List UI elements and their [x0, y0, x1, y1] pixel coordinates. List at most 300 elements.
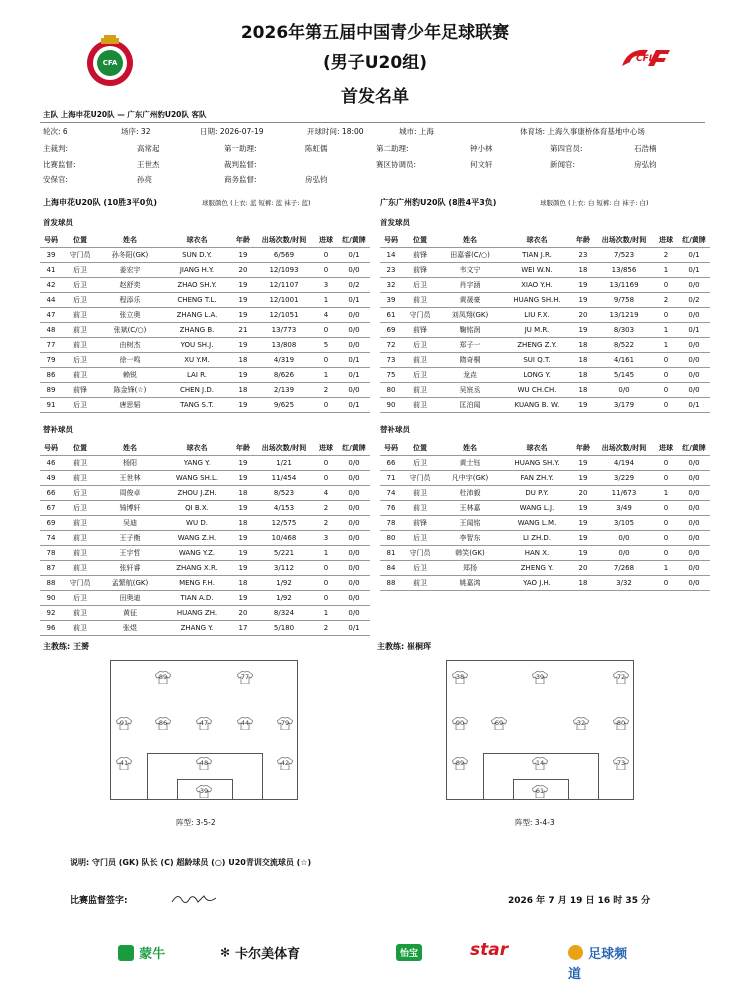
col-name: 郑子一: [438, 338, 502, 353]
supervisor-value: 王世杰: [137, 160, 160, 169]
col-position: 前卫: [62, 308, 98, 323]
col-cards: 0/0: [338, 471, 370, 486]
col-position: 后卫: [402, 278, 438, 293]
match-line: 主队 上海申花U20队 — 广东广州豹U20队 客队: [43, 110, 207, 119]
col-cards: 0/1: [678, 248, 710, 263]
col-number: 44: [40, 293, 62, 308]
col-position: 前卫: [402, 383, 438, 398]
col-position: 前卫: [62, 471, 98, 486]
col-number: 47: [40, 308, 62, 323]
col-name: 唐思韬: [98, 398, 162, 413]
jersey-number: 79: [280, 719, 290, 727]
kickoff-label: 开球时间:: [307, 127, 340, 136]
home-player-row: [40, 456, 370, 471]
col-cards: 0/1: [338, 368, 370, 383]
col-number: 75: [380, 368, 402, 383]
col-age: 19: [232, 308, 254, 323]
document-title: 首发名单: [341, 87, 409, 107]
col-age: 18: [232, 516, 254, 531]
col-goals: 0: [314, 353, 338, 368]
col-name: 杨阳: [98, 456, 162, 471]
header-col-name: 姓名: [98, 441, 162, 456]
col-position: 守门员: [62, 248, 98, 263]
col-goals: 1: [654, 486, 678, 501]
away-subs-table: [380, 441, 710, 591]
jersey-number: 90: [455, 719, 465, 727]
col-age: 20: [572, 486, 594, 501]
col-position: 前卫: [62, 531, 98, 546]
col-goals: 2: [314, 383, 338, 398]
col-goals: 1: [654, 263, 678, 278]
col-shirt-name: XIAO Y.H.: [502, 278, 572, 293]
home-player-row: [40, 293, 370, 308]
jersey-number: 32: [576, 719, 586, 727]
home-coach: 王赟: [73, 642, 89, 651]
col-apps: 3/105: [594, 516, 654, 531]
header-col-position: 位置: [402, 441, 438, 456]
col-goals: 2: [654, 293, 678, 308]
jersey-number: 77: [240, 673, 250, 681]
commercial-value: 房弘钧: [305, 175, 328, 184]
col-name: 吴迪: [98, 516, 162, 531]
jersey-icon: [491, 717, 507, 730]
col-shirt-name: JU M.R.: [502, 323, 572, 338]
col-shirt-name: WANG SH.L.: [162, 471, 232, 486]
header-col-position: 位置: [62, 441, 98, 456]
col-apps: 3/32: [594, 576, 654, 591]
col-shirt-name: WU CH.CH.: [502, 383, 572, 398]
col-name: 姚嘉鸿: [438, 576, 502, 591]
press-value: 房弘钧: [634, 160, 657, 169]
jersey-icon: [613, 757, 629, 770]
col-shirt-name: HUANG SH.H.: [502, 293, 572, 308]
col-cards: 0/1: [338, 398, 370, 413]
jersey-number: 73: [616, 759, 626, 767]
header-col-name: 姓名: [438, 441, 502, 456]
jersey-icon: [532, 671, 548, 684]
sponsor-channel: 足球频道: [568, 947, 628, 982]
col-name: 吴宸丞: [438, 383, 502, 398]
city-value: 上海: [418, 127, 434, 136]
col-position: 前卫: [62, 621, 98, 636]
home-player-row: [40, 383, 370, 398]
col-goals: 5: [314, 338, 338, 353]
col-position: 前卫: [62, 456, 98, 471]
round-value: 6: [62, 127, 68, 136]
col-number: 39: [380, 293, 402, 308]
col-age: 19: [572, 398, 594, 413]
col-shirt-name: KUANG B. W.: [502, 398, 572, 413]
col-number: 32: [380, 278, 402, 293]
col-cards: 0/0: [338, 383, 370, 398]
col-position: 前卫: [402, 398, 438, 413]
header-col-number: 号码: [40, 233, 62, 248]
ar2-value: 钟小林: [470, 144, 493, 153]
away-player-row: [380, 293, 710, 308]
away-player-row: [380, 323, 710, 338]
col-cards: 0/0: [338, 591, 370, 606]
col-age: 19: [232, 501, 254, 516]
jersey-number: 69: [494, 719, 504, 727]
away-formation: 阵型: 3-4-3: [515, 818, 555, 827]
col-apps: 4/153: [254, 501, 314, 516]
col-number: 71: [380, 471, 402, 486]
col-apps: 5/180: [254, 621, 314, 636]
col-age: 19: [232, 398, 254, 413]
home-player-row: [40, 516, 370, 531]
col-number: 90: [40, 591, 62, 606]
col-apps: 3/49: [594, 501, 654, 516]
jersey-icon: [452, 671, 468, 684]
col-goals: 0: [314, 576, 338, 591]
col-goals: 0: [314, 323, 338, 338]
col-age: 19: [232, 278, 254, 293]
col-shirt-name: SUI Q.T.: [502, 353, 572, 368]
home-player-row: [40, 338, 370, 353]
col-age: 18: [572, 576, 594, 591]
away-player-row: [380, 516, 710, 531]
header-col-cards: 红/黄牌: [338, 441, 370, 456]
col-position: 后卫: [402, 561, 438, 576]
col-name: 郑扬: [438, 561, 502, 576]
header-col-position: 位置: [62, 233, 98, 248]
col-age: 19: [232, 546, 254, 561]
col-number: 69: [380, 323, 402, 338]
away-player-row: [380, 368, 710, 383]
header-col-age: 年龄: [232, 441, 254, 456]
col-apps: 11/454: [254, 471, 314, 486]
home-player-row: [40, 263, 370, 278]
col-apps: 13/808: [254, 338, 314, 353]
col-name: 凡中宇(GK): [438, 471, 502, 486]
header-col-number: 号码: [380, 441, 402, 456]
col-shirt-name: LONG Y.: [502, 368, 572, 383]
col-position: 后卫: [62, 278, 98, 293]
col-cards: 0/0: [338, 456, 370, 471]
col-position: 后卫: [402, 368, 438, 383]
security-label: 安保官:: [43, 175, 69, 184]
col-number: 39: [40, 248, 62, 263]
col-number: 79: [40, 353, 62, 368]
header-col-age: 年龄: [572, 441, 594, 456]
col-number: 87: [40, 561, 62, 576]
col-age: 20: [572, 561, 594, 576]
col-apps: 1/21: [254, 456, 314, 471]
col-name: 匡泊闻: [438, 398, 502, 413]
col-number: 88: [380, 576, 402, 591]
home-subs-table: [40, 441, 370, 636]
col-cards: 0/1: [338, 621, 370, 636]
col-cards: 0/0: [338, 561, 370, 576]
col-position: 后卫: [62, 398, 98, 413]
col-position: 后卫: [62, 263, 98, 278]
col-name: 程添乐: [98, 293, 162, 308]
col-number: 84: [380, 561, 402, 576]
col-shirt-name: YANG Y.: [162, 456, 232, 471]
col-apps: 5/145: [594, 368, 654, 383]
venue-label: 体育场:: [520, 127, 546, 136]
col-age: 19: [572, 501, 594, 516]
away-formation-pitch: [446, 660, 634, 800]
col-age: 18: [572, 338, 594, 353]
col-position: 前卫: [402, 501, 438, 516]
away-player-row: [380, 486, 710, 501]
col-goals: 3: [314, 531, 338, 546]
col-age: 19: [232, 338, 254, 353]
col-number: 90: [380, 398, 402, 413]
col-number: 78: [40, 546, 62, 561]
col-goals: 0: [314, 263, 338, 278]
match-no-label: 场序:: [121, 127, 139, 136]
ar1-value: 陈虹儒: [305, 144, 328, 153]
jersey-number: 72: [616, 673, 626, 681]
col-position: 前锋: [402, 263, 438, 278]
col-name: 王世林: [98, 471, 162, 486]
col-goals: 1: [314, 368, 338, 383]
col-name: 由树杰: [98, 338, 162, 353]
col-age: 18: [572, 353, 594, 368]
jersey-number: 47: [199, 719, 209, 727]
col-name: 鞠铭润: [438, 323, 502, 338]
col-cards: 0/1: [678, 263, 710, 278]
col-age: 19: [572, 546, 594, 561]
away-player-row: [380, 353, 710, 368]
col-name: 王宇哲: [98, 546, 162, 561]
col-cards: 0/0: [338, 323, 370, 338]
home-player-row: [40, 561, 370, 576]
col-number: 41: [40, 263, 62, 278]
sponsor-star: star: [470, 940, 509, 960]
col-number: 91: [40, 398, 62, 413]
home-player-row: [40, 353, 370, 368]
col-cards: 0/0: [338, 263, 370, 278]
col-number: 23: [380, 263, 402, 278]
col-cards: 0/0: [678, 471, 710, 486]
col-age: 20: [572, 308, 594, 323]
col-position: 前卫: [62, 546, 98, 561]
home-player-row: [40, 323, 370, 338]
col-goals: 2: [314, 501, 338, 516]
jersey-number: 42: [280, 759, 290, 767]
date-value: 2026-07-19: [219, 127, 264, 136]
jersey-icon: [196, 717, 212, 730]
col-name: 张煜: [98, 621, 162, 636]
col-age: 19: [572, 516, 594, 531]
col-position: 守门员: [402, 308, 438, 323]
mengniu-logo: [118, 942, 165, 962]
col-name: 姜宏宇: [98, 263, 162, 278]
header-col-shirt-name: 球衣名: [502, 233, 572, 248]
col-apps: 3/179: [594, 398, 654, 413]
col-position: 后卫: [62, 486, 98, 501]
col-cards: 0/0: [338, 546, 370, 561]
col-shirt-name: WU D.: [162, 516, 232, 531]
away-player-row: [380, 278, 710, 293]
col-number: 72: [380, 338, 402, 353]
col-age: 19: [232, 456, 254, 471]
col-goals: 0: [654, 398, 678, 413]
col-goals: 0: [314, 248, 338, 263]
away-player-row: [380, 338, 710, 353]
col-number: 96: [40, 621, 62, 636]
jersey-number: 89: [455, 759, 465, 767]
col-apps: 10/468: [254, 531, 314, 546]
col-apps: 0/0: [594, 383, 654, 398]
col-goals: 3: [314, 278, 338, 293]
col-shirt-name: LAI R.: [162, 368, 232, 383]
league-subtitle: (男子U20组): [322, 53, 427, 73]
header-col-apps: 出场次数/时间: [254, 233, 314, 248]
col-apps: 3/229: [594, 471, 654, 486]
header-col-apps: 出场次数/时间: [594, 233, 654, 248]
col-shirt-name: CHENG T.L.: [162, 293, 232, 308]
col-name: 肖宇涵: [438, 278, 502, 293]
col-shirt-name: LI ZH.D.: [502, 531, 572, 546]
home-player-row: [40, 501, 370, 516]
col-shirt-name: XU Y.M.: [162, 353, 232, 368]
col-name: 杜沛毅: [438, 486, 502, 501]
col-cards: 0/0: [678, 501, 710, 516]
col-age: 18: [232, 486, 254, 501]
col-goals: 0: [654, 278, 678, 293]
away-player-row: [380, 576, 710, 591]
col-apps: 1/92: [254, 591, 314, 606]
col-apps: 0/0: [594, 531, 654, 546]
col-cards: 0/0: [678, 546, 710, 561]
col-cards: 0/0: [678, 561, 710, 576]
col-goals: 0: [654, 353, 678, 368]
col-age: 19: [572, 278, 594, 293]
venue-value: 上海久事康桥体育基地中心场: [547, 127, 645, 136]
col-cards: 0/0: [338, 606, 370, 621]
home-starters-label: 首发球员: [43, 218, 73, 227]
home-coach-label: 主教练:: [43, 642, 71, 651]
col-apps: 8/626: [254, 368, 314, 383]
col-shirt-name: ZHAO SH.Y.: [162, 278, 232, 293]
col-apps: 1/92: [254, 576, 314, 591]
col-shirt-name: HUANG ZH.: [162, 606, 232, 621]
header-col-apps: 出场次数/时间: [594, 441, 654, 456]
col-apps: 2/139: [254, 383, 314, 398]
jersey-icon: [116, 757, 132, 770]
col-position: 后卫: [402, 338, 438, 353]
home-player-row: [40, 248, 370, 263]
header-col-cards: 红/黄牌: [338, 233, 370, 248]
away-coach: 崔桐珲: [407, 642, 431, 651]
col-position: 守门员: [402, 471, 438, 486]
supervisor-signature: [170, 890, 220, 912]
jersey-icon: [155, 717, 171, 730]
col-goals: 4: [314, 486, 338, 501]
jersey-number: 89: [158, 673, 168, 681]
col-apps: 12/575: [254, 516, 314, 531]
col-shirt-name: TIAN J.R.: [502, 248, 572, 263]
cfa-logo-text: CFA: [102, 59, 118, 67]
col-shirt-name: WANG Y.Z.: [162, 546, 232, 561]
col-number: 67: [40, 501, 62, 516]
header-col-cards: 红/黄牌: [678, 441, 710, 456]
col-position: 前锋: [62, 383, 98, 398]
col-number: 49: [40, 471, 62, 486]
jersey-number: 39: [535, 673, 545, 681]
jersey-icon: [196, 785, 212, 798]
col-number: 69: [40, 516, 62, 531]
col-goals: 1: [654, 323, 678, 338]
col-name: 黄征: [98, 606, 162, 621]
jersey-number: 39: [199, 787, 209, 795]
away-player-row: [380, 561, 710, 576]
col-shirt-name: ZHANG X.R.: [162, 561, 232, 576]
col-shirt-name: WANG L.J.: [502, 501, 572, 516]
jersey-icon: [155, 671, 171, 684]
col-cards: 0/1: [338, 353, 370, 368]
header-col-apps: 出场次数/时间: [254, 441, 314, 456]
home-formation-pitch: [110, 660, 298, 800]
col-apps: 12/1001: [254, 293, 314, 308]
home-player-row: [40, 471, 370, 486]
coordinator-label: 赛区协调员:: [376, 160, 417, 169]
match-no-value: 32: [140, 127, 151, 136]
away-player-row: [380, 263, 710, 278]
header-col-age: 年龄: [232, 233, 254, 248]
col-name: 韦文宁: [438, 263, 502, 278]
col-apps: 0/0: [594, 546, 654, 561]
col-age: 18: [232, 353, 254, 368]
fourth-value: 石浩楠: [634, 144, 657, 153]
col-shirt-name: DU P.Y.: [502, 486, 572, 501]
away-player-row: [380, 398, 710, 413]
col-number: 81: [380, 546, 402, 561]
col-position: 前卫: [62, 516, 98, 531]
ref-supervisor-label: 裁判监督:: [224, 160, 257, 169]
round-label: 轮次:: [43, 127, 61, 136]
col-position: 后卫: [62, 591, 98, 606]
kelme-logo: ✻ 卡尔美体育: [220, 945, 301, 962]
col-number: 80: [380, 383, 402, 398]
col-apps: 4/194: [594, 456, 654, 471]
away-player-row: [380, 383, 710, 398]
col-shirt-name: HAN X.: [502, 546, 572, 561]
col-goals: 1: [654, 338, 678, 353]
col-apps: 12/1051: [254, 308, 314, 323]
col-position: 前锋: [402, 323, 438, 338]
header-col-goals: 进球: [314, 441, 338, 456]
col-name: 黄士钰: [438, 456, 502, 471]
col-number: 48: [40, 323, 62, 338]
col-name: 锜博轩: [98, 501, 162, 516]
col-position: 前卫: [62, 338, 98, 353]
col-number: 78: [380, 516, 402, 531]
jersey-icon: [237, 717, 253, 730]
col-goals: 0: [654, 531, 678, 546]
col-apps: 8/324: [254, 606, 314, 621]
col-goals: 0: [654, 576, 678, 591]
away-coach-label: 主教练:: [377, 642, 405, 651]
home-player-row: [40, 398, 370, 413]
home-formation: 阵型: 3-5-2: [176, 818, 216, 827]
col-age: 19: [572, 323, 594, 338]
referee-label: 主裁判:: [43, 144, 69, 153]
col-number: 86: [40, 368, 62, 383]
col-apps: 4/161: [594, 353, 654, 368]
col-goals: 0: [654, 308, 678, 323]
col-age: 19: [572, 531, 594, 546]
col-position: 前卫: [62, 561, 98, 576]
jersey-icon: [613, 717, 629, 730]
col-number: 66: [380, 456, 402, 471]
col-age: 17: [232, 621, 254, 636]
header-col-age: 年龄: [572, 233, 594, 248]
